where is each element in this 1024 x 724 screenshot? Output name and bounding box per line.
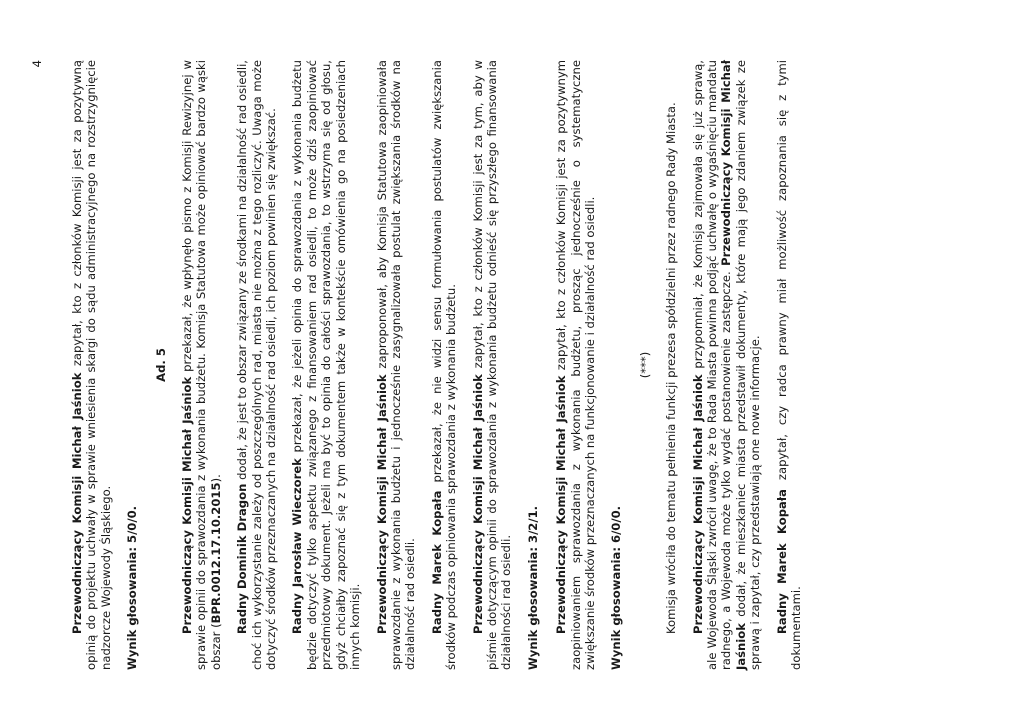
paragraph [235, 60, 278, 670]
vote-result: Wynik głosowania: 3/2/1. [525, 505, 540, 670]
paragraph [180, 60, 223, 670]
paragraph [691, 60, 763, 670]
paragraph [70, 60, 113, 670]
paragraph [664, 60, 678, 670]
document-body [70, 60, 803, 670]
speaker-name: Przewodniczący Komisji Michał Jaśniok [554, 375, 569, 634]
paragraph-text: zaproponował, aby Komisja Statutowa zaopiniowała sprawozdanie z wykonania budżetu i jednocześnie zasygnalizowała postulat zwiększania środków na działalność rad osiedli. [374, 60, 418, 670]
speaker-name: Radny Dominik Dragon [235, 483, 250, 634]
paragraph-text: przypomniał, że Komisja zajmowała się już sprawą, ale Wojewoda Śląski zwrócił uwagę, że to Rada Miasta powinna podjąć uchwałę o wygaśnięciu mandatu radnego, a Wojewoda może tylko wydać postanowienie zastępcze. [690, 60, 734, 670]
section-separator: (***) [637, 351, 652, 379]
paragraph-text: przekazał, że wpłynęło pismo z Komisji Rewizyjnej w sprawie opinii do sprawozdania z wykonania budżetu. Komisja Statutowa może opiniować bardzo wąski obszar ( [180, 60, 223, 670]
speaker-name: Przewodniczący Komisji Michał Jaśniok [70, 372, 84, 634]
paragraph [290, 60, 362, 670]
bold-reference: Przewodniczący Komisji Michał Jaśniok [719, 60, 748, 670]
paragraph-text: przekazał, że nie widzi sensu formułowania postulatów zwiększania środków podczas opiniowania sprawozdania z wykonania budżetu. [429, 60, 459, 670]
paragraph [430, 60, 459, 670]
paragraph-text: zapytał, kto z członków Komisji jest za pozytywnym zaopiniowaniem sprawozdania z wykonania budżetu, prosząc jednocześnie o systematyczne zwiększanie środków przeznaczanych na funkcjonowanie i działalność rad osiedli. [554, 60, 597, 670]
paragraph-text: zapytał, czy radca prawny miał możliwość zapoznania się z tymi dokumentami. [774, 60, 804, 670]
speaker-name: Przewodniczący Komisji Michał Jaśniok [374, 374, 389, 634]
section-heading: Ad. 5 [153, 348, 168, 382]
bold-reference: BPR.0012.17.10.2015 [208, 482, 223, 624]
vote-result: Wynik głosowania: 5/0/0. [125, 505, 140, 670]
paragraph-text: dodał, że jest to obszar związany ze środkami na działalność rad osiedli, choć ich wykorzystanie zależy od poszczególnych rad, miasta nie można z tego rozliczyć. Uwaga może dotyczyć środków przeznaczanych na działalność rad osiedli, ich poziom powinien się zwiększać. [235, 60, 279, 670]
speaker-name: Przewodniczący Komisji Michał Jaśniok [180, 376, 195, 634]
paragraph [554, 60, 597, 670]
speaker-name: Przewodniczący Komisji Michał Jaśniok [470, 374, 485, 634]
paragraph [471, 60, 514, 670]
speaker-name: Radny Marek Kopała [774, 489, 789, 634]
speaker-name: Radny Jarosław Wieczorek [290, 458, 305, 634]
page-number: 4 [30, 60, 44, 68]
paragraph-text: Komisja wróciła do tematu pełnienia funkcji prezesa spółdzielni przez radnego Rady Miasta. [664, 102, 679, 634]
vote-result: Wynik głosowania: 6/0/0. [609, 505, 624, 670]
paragraph-tail: dodał, że mieszkaniec miasta przedstawił dokumenty, które mają jego zdaniem związek ze sprawą i zapytał, czy przedstawiają one nowe informacje. [733, 60, 763, 670]
paragraph-text: przekazał, że jeżeli opinia do sprawozdania z wykonania budżetu będzie dotyczyć tylko aspektu związanego z finansowaniem rad osiedli, to może dziś zaopiniować przedmiotowy dokument. Jeżeli ma być to opinia do całości sprawozdania, to wstrzyma się od głosu, gdyż chciałby zapoznać się z tym dokumentem także w kontekście omówienia go na posiedzeniach innych komisji. [290, 60, 363, 670]
paragraph-tail: ). [208, 474, 223, 483]
paragraph [375, 60, 418, 670]
speaker-name: Radny Marek Kopała [429, 490, 444, 634]
paragraph-text: zapytał, kto z członków Komisji jest za pozytywną opinią do projektu uchwały w sprawie wniesienia skargi do sądu administracyjnego na rozstrzygnięcie nadzorcze Wojewody Śląskiego. [70, 60, 113, 670]
paragraph-text: zapytał, kto z członków Komisji jest za tym, aby w piśmie dotyczącym opinii do sprawozdania z wykonania budżetu odnieść się przyszłego finansowania działalności rad osiedli. [470, 60, 514, 670]
paragraph [775, 60, 804, 670]
speaker-name: Przewodniczący Komisji Michał Jaśniok [690, 374, 705, 634]
